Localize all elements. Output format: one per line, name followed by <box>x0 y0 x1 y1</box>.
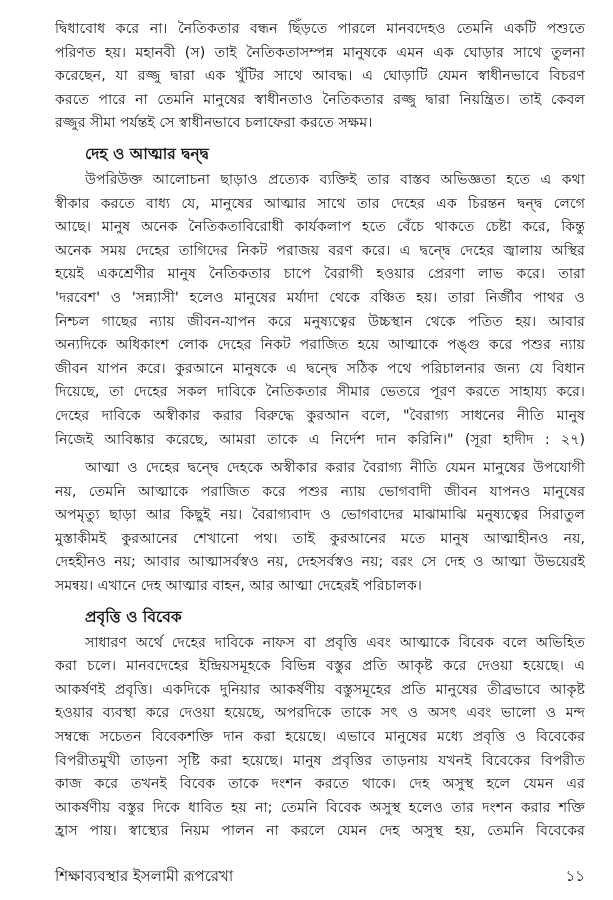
text-line: সাধারণ অর্থে দেহের দাবিকে নাফস বা প্রবৃত্তি এবং আত্মাকে বিবেক বলে অভিহিত <box>85 634 585 651</box>
text-line: করা চলে। মানবদেহের ইন্দ্রিয়সমূহকে বিভিন্ন বস্তুর প্রতি আকৃষ্ট করে দেওয়া হয়েছে। এ <box>55 658 585 675</box>
paragraph-2 <box>55 169 585 452</box>
text-line: সমন্বয়। এখানে দেহ আত্মার বাহন, আর আত্মা দেহেরই পরিচালক। <box>55 578 422 595</box>
text-line: দিয়েছে, তা দেহের সকল দাবিকে নৈতিকতার সীমার ভেতরে পূরণ করতে সাহায্য করে। <box>55 384 585 401</box>
page-number: ১১ <box>565 867 585 885</box>
text-line: আছে। মানুষ অনেক নৈতিকতাবিরোধী কার্যকলাপ হতে বেঁচে থাকতে চেষ্টা করে, কিন্তু <box>55 219 585 236</box>
text-line: নিশ্চল গাছের ন্যায় জীবন-যাপন করে মনুষ্যত্বের উচ্চস্থান থেকে পতিত হয়। আবার <box>55 313 585 330</box>
text-line: হয়েই একশ্রেণীর মানুষ নৈতিকতার চাপে বৈরাগী হওয়ার প্রেরণা লাভ করে। তারা <box>55 266 585 283</box>
section-heading-instinct-conscience: প্রবৃত্তি ও বিবেক <box>85 607 182 626</box>
paragraph-1 <box>55 18 585 136</box>
page-body <box>55 18 585 849</box>
text-line: কাজ করে তখনই বিবেক তাকে দংশন করতে থাকে। দেহ অসুস্থ হলে যেমন এর <box>55 776 585 793</box>
text-line: দ্বিধাবোধ করে না। নৈতিকতার বন্ধন ছিঁড়তে পারলে মানবদেহও তেমনি একটি পশুতে <box>55 21 585 37</box>
text-line: করেছেন, যা রজ্জু দ্বারা এক খুঁটির সাথে আবদ্ধ। এ ঘোড়াটি যেমন স্বাধীনভাবে বিচরণ <box>55 68 585 85</box>
section-heading-body-soul-conflict: দেহ ও আত্মার দ্বন্দ্ব <box>85 144 209 163</box>
text-line: অপমৃত্যু ছাড়া আর কিছুই নয়। বৈরাগ্যবাদ ও ভোগবাদের মাঝামাঝি মনুষ্যত্বের সিরাতুল <box>55 507 585 524</box>
text-line: অন্যদিকে অধিকাংশ লোক দেহের নিকট পরাজিত হয়ে আত্মাকে পঙ্গু করে পশুর ন্যায় <box>55 337 585 354</box>
text-line: অনেক সময় দেহের তাগিদের নিকট পরাজয় বরণ করে। এ দ্বন্দ্বে দেহের জ্বালায় অস্থির <box>55 242 585 259</box>
text-line: জীবন যাপন করে। কুরআনে মানুষকে এ দ্বন্দ্বে সঠিক পথে পরিচালনার জন্য যে বিধান <box>55 360 585 377</box>
running-title: শিক্ষাব্যবস্থার ইসলামী রূপরেখা <box>55 867 234 885</box>
text-line: স্বীকার করতে বাধ্য যে, মানুষের আত্মার সাথে তার দেহের এক চিরন্তন দ্বন্দ্ব লেগে <box>55 195 585 212</box>
text-line: আকর্ষণই প্রবৃত্তি। একদিকে দুনিয়ার আকর্ষণীয় বস্তুসমূহের প্রতি মানুষের তীব্রভাবে আকৃষ্ট <box>55 681 585 698</box>
text-line: রজ্জুর সীমা পর্যন্তই সে স্বাধীনভাবে চলাফেরা করতে সক্ষম। <box>55 115 373 132</box>
text-line: মুস্তাকীমই কুরআনের শেখানো পথ। তাই কুরআনের মতে মানুষ আত্মাহীনও নয়, <box>55 530 585 547</box>
page-footer <box>55 865 585 890</box>
text-line: উপরিউক্ত আলোচনা ছাড়াও প্রত্যেক ব্যক্তিই তার বাস্তব অভিজ্ঞতা হতে এ কথা <box>85 171 585 188</box>
text-line: করতে পারে না তেমনি মানুষের স্বাধীনতাও নৈতিকতার রজ্জু দ্বারা নিয়ন্ত্রিত। তাই কেবল <box>55 91 585 108</box>
text-line: হওয়ার ব্যবস্থা করে দেওয়া হয়েছে, অপরদিকে তাকে সৎ ও অসৎ এবং ভালো ও মন্দ <box>55 705 585 722</box>
text-line: আকর্ষণীয় বস্তুর দিকে ধাবিত হয় না; তেমনি বিবেক অসুস্থ হলেও তার দংশন করার শক্তি <box>55 799 585 816</box>
text-line: দেহহীনও নয়; আবার আত্মাসর্বস্বও নয়, দেহসর্বস্বও নয়; বরং সে দেহ ও আত্মা উভয়েরই <box>55 554 585 571</box>
text-line: নয়, তেমনি আত্মাকে পরাজিত করে পশুর ন্যায় ভোগবাদী জীবন যাপনও মানুষের <box>55 483 585 500</box>
text-line: 'দরবেশ' ও 'সন্ন্যাসী' হলেও মানুষের মর্যাদা থেকে বঞ্চিত হয়। তারা নির্জীব পাথর ও <box>55 289 585 306</box>
text-line: আত্মা ও দেহের দ্বন্দ্বে দেহকে অস্বীকার করার বৈরাগ্য নীতি যেমন মানুষের উপযোগী <box>85 460 585 477</box>
text-line: বিপরীতমুখী তাড়না সৃষ্টি করা হয়েছে। মানুষ প্রবৃত্তির তাড়নায় যখনই বিবেকের বিপরীত <box>55 752 585 769</box>
text-line: সম্বন্ধে সচেতন বিবেকশক্তি দান করা হয়েছে। এভাবে মানুষের মধ্যে প্রবৃত্তি ও বিবেকের <box>55 729 585 746</box>
text-line: হ্রাস পায়। স্বাস্থ্যের নিয়ম পালন না করলে যেমন দেহ অসুস্থ হয়, তেমনি বিবেকের <box>55 823 585 840</box>
paragraph-3 <box>55 457 585 599</box>
text-line: পরিণত হয়। মহানবী (স) তাই নৈতিকতাসম্পন্ন মানুষকে এমন এক ঘোড়ার সাথে তুলনা <box>55 44 585 61</box>
text-line: নিজেই আবিষ্কার করেছে, আমরা তাকে এ নির্দেশ দান করিনি।" (সূরা হাদীদ : ২৭) <box>55 431 585 448</box>
text-line: দেহের দাবিকে অস্বীকার করার বিরুদ্ধে কুরআন বলে, "বৈরাগ্য সাধনের নীতি মানুষ <box>55 407 585 424</box>
paragraph-4 <box>55 632 585 844</box>
